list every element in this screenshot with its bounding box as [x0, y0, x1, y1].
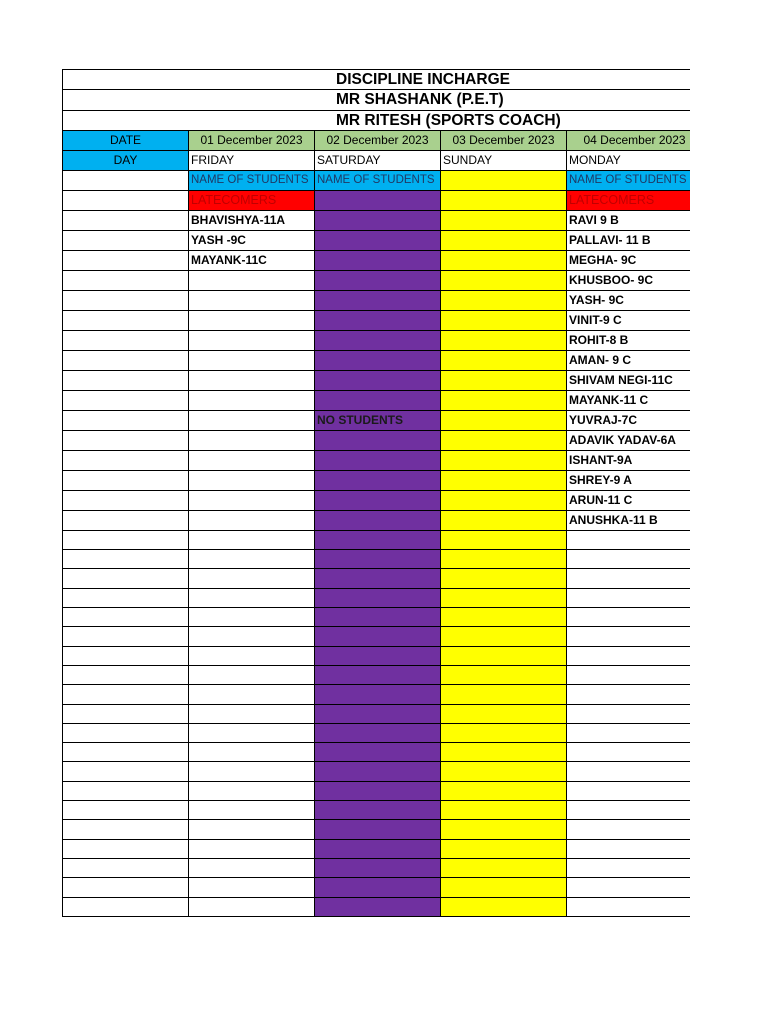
cell — [441, 170, 567, 190]
name-of-students-saturday: NAME OF STUDENTS — [315, 170, 441, 190]
cell — [189, 704, 315, 723]
cell — [63, 897, 189, 916]
cell — [315, 878, 441, 897]
cell — [315, 569, 441, 588]
cell — [63, 704, 189, 723]
cell — [441, 190, 567, 210]
table-row — [63, 704, 691, 723]
cell — [189, 839, 315, 858]
cell — [189, 569, 315, 588]
cell — [315, 839, 441, 858]
cell — [441, 450, 567, 470]
cell — [567, 820, 691, 839]
date-cell-saturday: 02 December 2023 — [315, 130, 441, 150]
cell — [189, 470, 315, 490]
cell — [63, 839, 189, 858]
cell — [63, 350, 189, 370]
cell — [189, 665, 315, 684]
cell — [441, 290, 567, 310]
cell — [63, 530, 189, 549]
cell — [315, 310, 441, 330]
cell — [189, 270, 315, 290]
table-row — [63, 550, 691, 569]
cell — [441, 550, 567, 569]
cell — [315, 781, 441, 800]
table-row — [63, 858, 691, 877]
table-row — [63, 627, 691, 646]
cell — [441, 350, 567, 370]
latecomers-monday: LATECOMERS — [567, 190, 691, 210]
cell — [189, 646, 315, 665]
cell — [63, 390, 189, 410]
cell — [189, 627, 315, 646]
cell — [315, 858, 441, 877]
cell — [315, 762, 441, 781]
cell — [441, 646, 567, 665]
cell — [441, 390, 567, 410]
cell — [63, 646, 189, 665]
cell — [189, 762, 315, 781]
cell — [315, 290, 441, 310]
cell — [63, 510, 189, 530]
table-row — [63, 801, 691, 820]
cell — [189, 550, 315, 569]
cell — [315, 370, 441, 390]
day-label: DAY — [63, 150, 189, 170]
cell — [63, 470, 189, 490]
date-cell-sunday: 03 December 2023 — [441, 130, 567, 150]
cell — [63, 723, 189, 742]
cell — [63, 410, 189, 430]
cell — [315, 530, 441, 549]
student-friday: MAYANK-11C — [189, 250, 315, 270]
student-monday: YASH- 9C — [567, 290, 691, 310]
table-row — [63, 665, 691, 684]
cell — [315, 646, 441, 665]
cell — [189, 390, 315, 410]
cell — [441, 530, 567, 549]
cell — [441, 270, 567, 290]
cell — [63, 685, 189, 704]
cell — [315, 390, 441, 410]
student-monday: AMAN- 9 C — [567, 350, 691, 370]
cell — [567, 627, 691, 646]
student-monday: ROHIT-8 B — [567, 330, 691, 350]
table-row — [63, 608, 691, 627]
cell — [441, 330, 567, 350]
student-monday: SHREY-9 A — [567, 470, 691, 490]
student-friday: BHAVISHYA-11A — [189, 210, 315, 230]
table-row — [63, 450, 691, 470]
cell — [441, 410, 567, 430]
title-row-2 — [63, 90, 691, 110]
cell — [315, 190, 441, 210]
cell — [315, 470, 441, 490]
date-cell-friday: 01 December 2023 — [189, 130, 315, 150]
student-monday: ANUSHKA-11 B — [567, 510, 691, 530]
student-monday: MEGHA- 9C — [567, 250, 691, 270]
cell — [441, 430, 567, 450]
table-row — [63, 685, 691, 704]
cell — [441, 781, 567, 800]
cell — [441, 370, 567, 390]
cell — [441, 490, 567, 510]
cell — [315, 801, 441, 820]
cell — [189, 801, 315, 820]
cell — [189, 450, 315, 470]
cell — [63, 450, 189, 470]
cell — [63, 801, 189, 820]
student-monday: RAVI 9 B — [567, 210, 691, 230]
day-cell-friday: FRIDAY — [189, 150, 315, 170]
cell — [189, 530, 315, 549]
cell — [441, 743, 567, 762]
cell — [63, 569, 189, 588]
cell — [63, 762, 189, 781]
cell — [63, 190, 189, 210]
cell — [441, 588, 567, 607]
day-cell-monday: MONDAY — [567, 150, 691, 170]
cell — [189, 723, 315, 742]
cell — [567, 530, 691, 549]
cell — [189, 897, 315, 916]
cell — [63, 310, 189, 330]
cell — [63, 858, 189, 877]
cell — [441, 627, 567, 646]
cell — [441, 897, 567, 916]
date-row — [63, 130, 691, 150]
cell — [567, 608, 691, 627]
cell — [315, 897, 441, 916]
cell — [441, 878, 567, 897]
cell — [63, 588, 189, 607]
cell — [315, 210, 441, 230]
cell — [189, 878, 315, 897]
name-of-students-monday: NAME OF STUDENTS — [567, 170, 691, 190]
cell — [189, 858, 315, 877]
cell — [63, 490, 189, 510]
table-row — [63, 510, 691, 530]
cell — [315, 510, 441, 530]
cell — [567, 685, 691, 704]
cell — [567, 665, 691, 684]
no-students-saturday: NO STUDENTS — [315, 410, 441, 430]
title-mr-shashank: MR SHASHANK (P.E.T) — [63, 90, 691, 110]
cell — [567, 704, 691, 723]
cell — [315, 330, 441, 350]
cell — [315, 230, 441, 250]
cell — [189, 350, 315, 370]
cell — [441, 230, 567, 250]
day-row — [63, 150, 691, 170]
cell — [189, 608, 315, 627]
table-row — [63, 250, 691, 270]
table-row — [63, 762, 691, 781]
date-label: DATE — [63, 130, 189, 150]
cell — [441, 801, 567, 820]
cell — [63, 370, 189, 390]
cell — [441, 210, 567, 230]
table-row — [63, 743, 691, 762]
table-row — [63, 330, 691, 350]
cell — [567, 762, 691, 781]
cell — [315, 270, 441, 290]
table-row — [63, 390, 691, 410]
cell — [189, 330, 315, 350]
table-row — [63, 210, 691, 230]
cell — [315, 723, 441, 742]
cell — [63, 250, 189, 270]
table-row — [63, 646, 691, 665]
table-row — [63, 781, 691, 800]
cell — [441, 762, 567, 781]
table-row — [63, 370, 691, 390]
table-row — [63, 470, 691, 490]
title-mr-ritesh: MR RITESH (SPORTS COACH) — [63, 110, 691, 130]
student-monday: ISHANT-9A — [567, 450, 691, 470]
cell — [441, 704, 567, 723]
cell — [567, 723, 691, 742]
student-friday: YASH -9C — [189, 230, 315, 250]
table-row — [63, 350, 691, 370]
cell — [441, 608, 567, 627]
name-of-students-friday: NAME OF STUDENTS — [189, 170, 315, 190]
cell — [63, 330, 189, 350]
cell — [567, 646, 691, 665]
title-row-1 — [63, 70, 691, 90]
cell — [189, 820, 315, 839]
cell — [567, 743, 691, 762]
cell — [189, 490, 315, 510]
cell — [315, 490, 441, 510]
cell — [189, 685, 315, 704]
table-row — [63, 530, 691, 549]
table-row — [63, 290, 691, 310]
cell — [315, 685, 441, 704]
student-monday: YUVRAJ-7C — [567, 410, 691, 430]
latecomers-friday: LATECOMERS — [189, 190, 315, 210]
cell — [315, 704, 441, 723]
cell — [441, 250, 567, 270]
cell — [441, 310, 567, 330]
table-row — [63, 588, 691, 607]
cell — [441, 839, 567, 858]
cell — [567, 878, 691, 897]
cell — [441, 858, 567, 877]
table-row — [63, 839, 691, 858]
cell — [63, 430, 189, 450]
cell — [441, 723, 567, 742]
student-monday: MAYANK-11 C — [567, 390, 691, 410]
table-row — [63, 270, 691, 290]
cell — [63, 550, 189, 569]
cell — [315, 820, 441, 839]
table-row — [63, 310, 691, 330]
title-discipline-incharge: DISCIPLINE INCHARGE — [63, 70, 691, 90]
cell — [441, 470, 567, 490]
table-row — [63, 190, 691, 210]
cell — [63, 170, 189, 190]
cell — [63, 781, 189, 800]
student-monday: SHIVAM NEGI-11C — [567, 370, 691, 390]
cell — [315, 250, 441, 270]
discipline-table — [62, 69, 690, 917]
table-row — [63, 878, 691, 897]
title-row-3 — [63, 110, 691, 130]
cell — [315, 627, 441, 646]
cell — [315, 430, 441, 450]
cell — [567, 897, 691, 916]
cell — [441, 685, 567, 704]
cell — [189, 310, 315, 330]
cell — [567, 801, 691, 820]
table-row — [63, 897, 691, 916]
cell — [189, 430, 315, 450]
student-monday: ADAVIK YADAV-6A — [567, 430, 691, 450]
table-row — [63, 230, 691, 250]
cell — [567, 839, 691, 858]
spreadsheet — [62, 69, 690, 946]
day-cell-saturday: SATURDAY — [315, 150, 441, 170]
student-monday: ARUN-11 C — [567, 490, 691, 510]
table-row — [63, 430, 691, 450]
cell — [567, 550, 691, 569]
cell — [315, 550, 441, 569]
cell — [315, 588, 441, 607]
cell — [63, 743, 189, 762]
cell — [189, 743, 315, 762]
cell — [441, 569, 567, 588]
cell — [315, 608, 441, 627]
cell — [315, 665, 441, 684]
cell — [63, 627, 189, 646]
cell — [567, 781, 691, 800]
table-row — [63, 410, 691, 430]
student-monday: PALLAVI- 11 B — [567, 230, 691, 250]
cell — [63, 608, 189, 627]
cell — [315, 743, 441, 762]
cell — [567, 858, 691, 877]
cell — [63, 210, 189, 230]
table-row — [63, 723, 691, 742]
cell — [189, 781, 315, 800]
cell — [189, 588, 315, 607]
cell — [189, 290, 315, 310]
cell — [441, 510, 567, 530]
cell — [315, 350, 441, 370]
cell — [63, 230, 189, 250]
student-monday: VINIT-9 C — [567, 310, 691, 330]
cell — [63, 270, 189, 290]
table-row — [63, 820, 691, 839]
cell — [567, 569, 691, 588]
cell — [63, 290, 189, 310]
cell — [567, 588, 691, 607]
cell — [63, 878, 189, 897]
date-cell-monday: 04 December 2023 — [567, 130, 691, 150]
student-monday: KHUSBOO- 9C — [567, 270, 691, 290]
table-row — [63, 170, 691, 190]
cell — [441, 665, 567, 684]
cell — [63, 665, 189, 684]
table-row — [63, 490, 691, 510]
cell — [189, 410, 315, 430]
cell — [189, 510, 315, 530]
cell — [189, 370, 315, 390]
cell — [441, 820, 567, 839]
cell — [63, 820, 189, 839]
day-cell-sunday: SUNDAY — [441, 150, 567, 170]
cell — [315, 450, 441, 470]
table-row — [63, 569, 691, 588]
